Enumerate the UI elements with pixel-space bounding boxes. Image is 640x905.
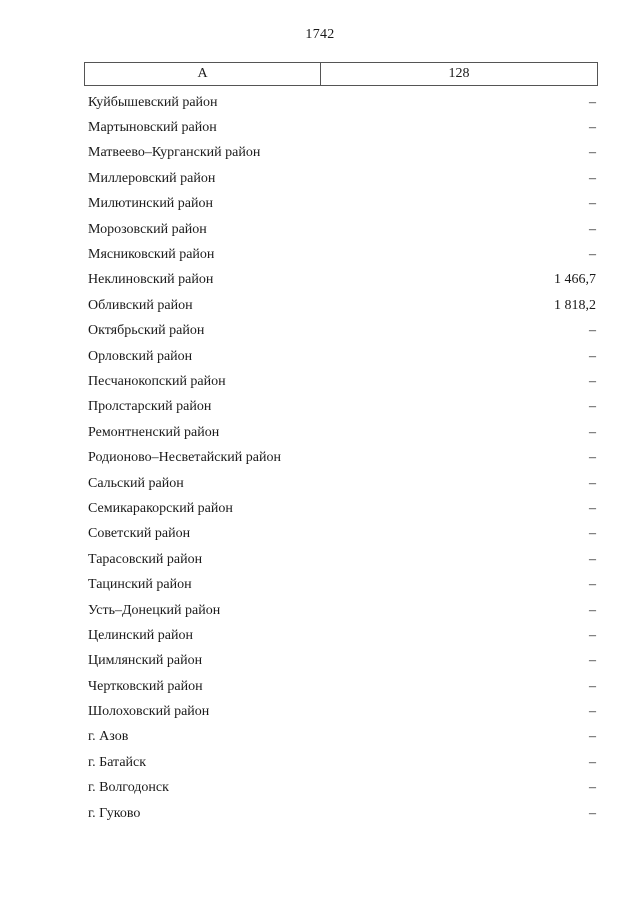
district-value: 1 818,2	[554, 297, 596, 313]
table-row	[88, 471, 596, 496]
table-row	[88, 445, 596, 470]
table-row	[88, 750, 596, 775]
district-value: –	[589, 120, 596, 136]
table-row	[88, 319, 596, 344]
table-row	[88, 369, 596, 394]
district-value: –	[589, 170, 596, 186]
city-value: –	[589, 780, 596, 796]
table-row	[88, 217, 596, 242]
district-name: Мартыновский район	[88, 120, 217, 136]
district-value: –	[589, 94, 596, 110]
city-name: г. Батайск	[88, 754, 147, 770]
table-row	[88, 522, 596, 547]
page-number: 1742	[305, 27, 335, 42]
table-body	[88, 90, 596, 826]
district-name: Песчанокопский район	[88, 373, 226, 389]
district-name: Миллеровский район	[88, 170, 216, 186]
table-row	[88, 192, 596, 217]
district-value: –	[589, 247, 596, 263]
city-name: г. Волгодонск	[88, 780, 169, 796]
district-name: Советский район	[88, 526, 191, 542]
table-row	[88, 166, 596, 191]
district-name: Неклиновский район	[88, 272, 214, 288]
table-row	[88, 90, 596, 115]
district-name: Пролстарский район	[88, 399, 212, 415]
district-value: –	[589, 145, 596, 161]
district-value: –	[589, 196, 596, 212]
table-row	[88, 801, 596, 826]
table-header	[84, 62, 598, 86]
table-row	[88, 420, 596, 445]
district-value: –	[589, 551, 596, 567]
district-value: –	[589, 704, 596, 720]
district-name: Куйбышевский район	[88, 94, 218, 110]
district-name: Усть–Донецкий район	[88, 602, 221, 618]
district-value: –	[589, 475, 596, 491]
table-row	[88, 649, 596, 674]
district-value: –	[589, 653, 596, 669]
district-value: –	[589, 450, 596, 466]
district-name: Милютинский район	[88, 196, 214, 212]
city-value: –	[589, 805, 596, 821]
city-value: –	[589, 754, 596, 770]
table-row	[88, 242, 596, 267]
table-row	[88, 547, 596, 572]
table-row	[88, 344, 596, 369]
district-name: Тарасовский район	[88, 551, 203, 567]
table-row	[88, 725, 596, 750]
district-name: Родионово–Несветайский район	[88, 450, 281, 466]
district-name: Октябрьский район	[88, 323, 205, 339]
district-value: –	[589, 348, 596, 364]
district-name: Ремонтненский район	[88, 424, 220, 440]
table-row	[88, 268, 596, 293]
district-name: Шолоховский район	[88, 704, 210, 720]
table-row	[88, 674, 596, 699]
district-value: –	[589, 627, 596, 643]
district-value: –	[589, 526, 596, 542]
district-name: Тацинский район	[88, 577, 192, 593]
header-column-128: 128	[448, 66, 470, 81]
district-name: Орловский район	[88, 348, 193, 364]
district-name: Сальский район	[88, 475, 184, 491]
district-name: Матвеево–Курганский район	[88, 145, 261, 161]
district-name: Мясниковский район	[88, 247, 215, 263]
district-value: –	[589, 399, 596, 415]
table-row	[88, 776, 596, 801]
district-name: Целинский район	[88, 627, 193, 643]
header-column-a: А	[85, 63, 321, 85]
table-row	[88, 115, 596, 140]
district-name: Чертковский район	[88, 678, 203, 694]
district-name: Обливский район	[88, 297, 193, 313]
district-value: –	[589, 221, 596, 237]
district-value: –	[589, 678, 596, 694]
table-row	[88, 141, 596, 166]
table-row	[88, 496, 596, 521]
district-name: Цимлянский район	[88, 653, 203, 669]
table-row	[88, 623, 596, 648]
district-name: Семикаракорский район	[88, 500, 233, 516]
district-value: –	[589, 373, 596, 389]
city-name: г. Азов	[88, 729, 129, 745]
district-value: –	[589, 323, 596, 339]
table-row	[88, 598, 596, 623]
district-name: Морозовский район	[88, 221, 207, 237]
table-row	[88, 699, 596, 724]
city-name: г. Гуково	[88, 805, 141, 821]
city-value: –	[589, 729, 596, 745]
table-row	[88, 395, 596, 420]
table-row	[88, 293, 596, 318]
district-value: –	[589, 500, 596, 516]
district-value: –	[589, 424, 596, 440]
district-value: –	[589, 602, 596, 618]
district-value: 1 466,7	[554, 272, 596, 288]
table-row	[88, 572, 596, 597]
district-value: –	[589, 577, 596, 593]
